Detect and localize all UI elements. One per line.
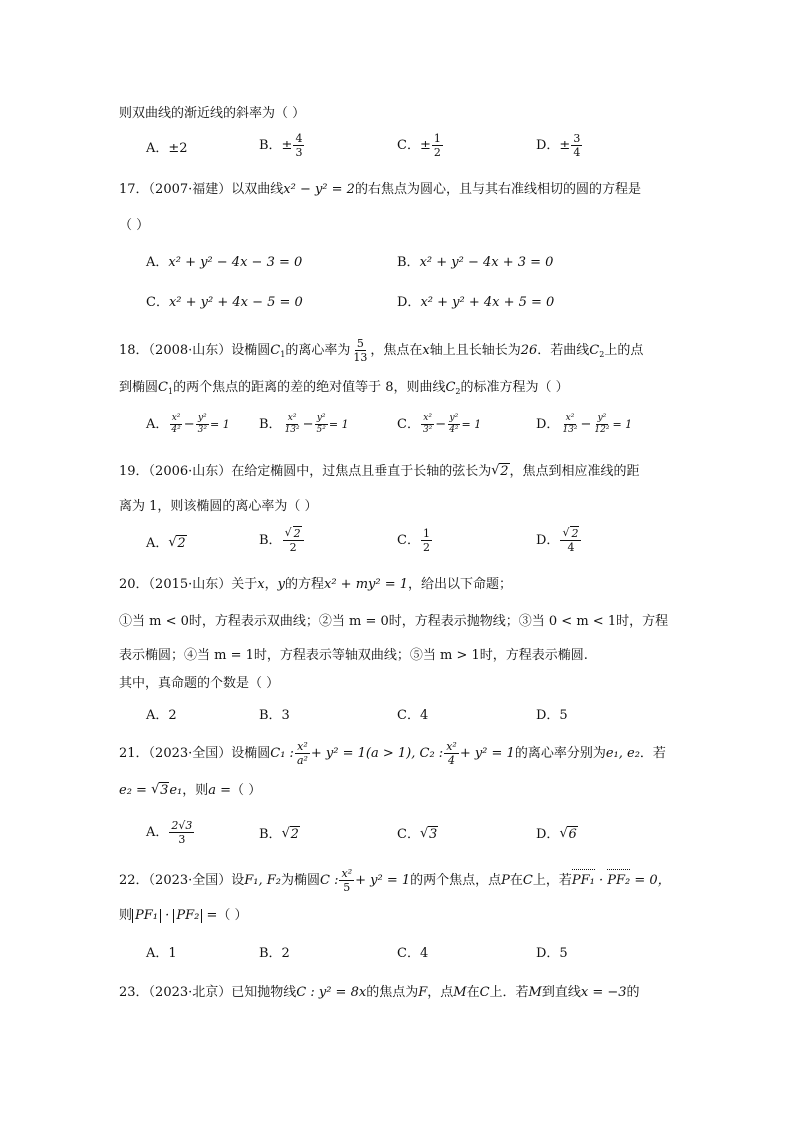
q16-option-a bbox=[146, 139, 188, 159]
frac-num: x² bbox=[341, 867, 353, 880]
q20-x: x bbox=[257, 577, 265, 592]
q23-end: 的 bbox=[626, 985, 640, 1000]
q18-option-d-label: D． bbox=[536, 417, 560, 432]
q17-option-b-label: B． bbox=[397, 255, 420, 270]
q22-option-a bbox=[146, 944, 177, 964]
q17-option-a-eq: x² + y² − 4x − 3 = 0 bbox=[168, 255, 303, 270]
q22-option-b bbox=[259, 944, 290, 964]
q21-e: e₁, e₂ bbox=[605, 746, 640, 761]
q21-option-d-label: D． bbox=[536, 827, 560, 842]
sqrt bbox=[151, 781, 169, 801]
frac-den: 5 bbox=[343, 881, 351, 894]
frac bbox=[560, 414, 579, 435]
q18-c1: C bbox=[270, 343, 281, 358]
q22-option-c-text: C．4 bbox=[397, 946, 429, 961]
frac bbox=[283, 528, 304, 553]
q18-x: x bbox=[422, 343, 430, 358]
frac-num: 4 bbox=[295, 132, 303, 145]
q20-option-d bbox=[536, 706, 568, 726]
radicand: 2 bbox=[571, 527, 579, 540]
sqrt bbox=[491, 462, 509, 482]
q17-option-c-label: C． bbox=[146, 295, 169, 310]
q17-stem bbox=[119, 180, 641, 200]
frac-num: x² bbox=[297, 740, 308, 753]
q20-lead: 20．（2015·山东）关于 bbox=[119, 577, 258, 592]
q20-stem-line2 bbox=[119, 612, 668, 632]
eq-rhs: = 1 bbox=[612, 418, 633, 431]
q22-option-c bbox=[397, 944, 428, 964]
q22-p: P bbox=[501, 873, 510, 888]
frac bbox=[339, 868, 354, 893]
frac-den: 2 bbox=[422, 541, 430, 554]
q23-stem-line1 bbox=[119, 983, 640, 1003]
frac-den: 13² bbox=[284, 425, 300, 435]
frac-num: y² bbox=[316, 413, 326, 423]
q23-line-eq: x = −3 bbox=[580, 985, 627, 1000]
frac-den: 5² bbox=[316, 425, 326, 435]
q19-option-a bbox=[146, 534, 187, 554]
frac-num: 1 bbox=[422, 527, 430, 540]
frac bbox=[169, 820, 194, 845]
q18-stem-line2: 到椭圆$C_1$的两个焦点的距离的差的绝对值等于 8，则曲线$C_2$的标准方程为（ ） bbox=[119, 380, 569, 396]
q20-y: y bbox=[277, 577, 285, 592]
radicand: 3 bbox=[428, 827, 438, 842]
frac-den: 3 bbox=[295, 146, 303, 159]
frac-den: 13² bbox=[562, 425, 578, 435]
q22-option-b-text: B．2 bbox=[259, 946, 290, 961]
q19-option-d-label: D． bbox=[536, 533, 560, 548]
q20-equation: x² + my² = 1 bbox=[324, 577, 409, 592]
q17-paren-text: （ ） bbox=[119, 218, 150, 233]
q17-option-a-label: A． bbox=[146, 255, 169, 270]
q22-abs-pf1: PF₁ bbox=[132, 909, 161, 923]
q22-mid2: + y² = 1 bbox=[355, 873, 411, 888]
frac-den: 13 bbox=[353, 351, 368, 364]
q20-option-a-text: A．2 bbox=[146, 708, 177, 723]
frac-den: 4 bbox=[567, 541, 575, 554]
q18-option-b-label: B． bbox=[259, 417, 282, 432]
frac-den: 3² bbox=[197, 425, 207, 435]
frac-den: 3² bbox=[422, 425, 433, 435]
q21-option-c bbox=[397, 825, 438, 845]
frac bbox=[421, 528, 432, 553]
frac-den: 4 bbox=[573, 146, 581, 159]
q20-line4: 其中，真命题的个数是（ ） bbox=[119, 676, 280, 691]
q17-option-c bbox=[146, 293, 303, 313]
q23-mid5: 到直线 bbox=[541, 985, 581, 1000]
q18-line2: 到椭圆 bbox=[119, 380, 159, 395]
q19-lead: 19．（2006·山东）在给定椭圆中，过焦点且垂直于长轴的弦长为 bbox=[119, 464, 492, 479]
q19-option-c-label: C． bbox=[397, 533, 420, 548]
radicand: 2 bbox=[290, 827, 299, 842]
q21-lead: 21．（2023·全国）设椭圆 bbox=[119, 746, 271, 761]
q17-option-b-eq: x² + y² − 4x + 3 = 0 bbox=[419, 255, 554, 270]
q18-mid2: ，焦点在 bbox=[370, 343, 423, 358]
q21-option-d bbox=[536, 825, 578, 845]
q20-line2: ①当 m < 0时，方程表示双曲线；②当 m = 0时，方程表示抛物线；③当 0 < m < 1时，方程 bbox=[119, 614, 669, 629]
q16-option-c bbox=[397, 133, 444, 158]
q22-abs-pf2: PF₂ bbox=[173, 909, 202, 923]
radicand: 2 bbox=[500, 464, 509, 479]
q22-rest3: 上，若 bbox=[532, 873, 572, 888]
q19-option-d bbox=[536, 528, 582, 553]
q18-stem-line1: 18．（2008·山东）设椭圆$C_1$的离心率为 $\frac{5}{13}$ ，焦点在x轴上且长轴长为26．若曲线$C_2$上的点 bbox=[119, 337, 644, 364]
q18-len: 26 bbox=[520, 343, 538, 358]
frac-den: a² bbox=[296, 754, 308, 767]
q23-f: F bbox=[418, 985, 428, 1000]
q18-mid3: 轴上且长轴长为 bbox=[429, 343, 521, 358]
q16-option-d-frac bbox=[571, 133, 582, 158]
q21-line2d: a bbox=[208, 783, 217, 798]
frac-num: y² bbox=[597, 413, 607, 423]
eq-rhs: = 1 bbox=[328, 418, 349, 431]
frac bbox=[315, 414, 328, 435]
q21-mid1: + y² = 1(a > 1), C₂ : bbox=[310, 746, 444, 761]
q22-lead: 22．（2023·全国）设 bbox=[119, 873, 245, 888]
q19-line2: 离为 1，则该椭圆的离心率为（ ） bbox=[119, 499, 318, 514]
frac bbox=[421, 414, 434, 435]
q21-stem-line2 bbox=[119, 781, 261, 801]
frac-num: x² bbox=[423, 413, 432, 423]
frac-den: 3 bbox=[178, 833, 186, 846]
q17-paren bbox=[119, 216, 149, 236]
q22-line2b: =（ ） bbox=[202, 908, 248, 923]
q19-stem-line1 bbox=[119, 462, 640, 482]
q22-abs-dot: · bbox=[161, 908, 174, 923]
q17-option-a bbox=[146, 253, 302, 273]
q23-c: C bbox=[479, 985, 490, 1000]
q20-comma: ， bbox=[264, 577, 278, 592]
q18-option-c-label: C． bbox=[397, 417, 420, 432]
sqrt bbox=[168, 534, 186, 554]
sqrt bbox=[420, 825, 438, 845]
q16-option-d bbox=[536, 133, 583, 158]
q19-option-c bbox=[397, 528, 433, 553]
q20-option-b-text: B．3 bbox=[259, 708, 290, 723]
q19-option-a-label: A． bbox=[146, 536, 169, 551]
frac-num: y² bbox=[197, 413, 207, 423]
q20-mid: 的方程 bbox=[284, 577, 324, 592]
q18-mid4: ．若曲线 bbox=[537, 343, 590, 358]
q23-mid3: 在 bbox=[466, 985, 480, 1000]
q17-option-d-eq: x² + y² + 4x + 5 = 0 bbox=[420, 295, 555, 310]
q18-mid5: 上的点 bbox=[604, 343, 644, 358]
sqrt bbox=[562, 528, 579, 539]
q21-line2b: e₁ bbox=[169, 783, 183, 798]
q20-stem-line1 bbox=[119, 575, 512, 595]
sqrt bbox=[282, 825, 300, 845]
q21-option-a bbox=[146, 820, 195, 845]
q18-mid1: 的离心率为 bbox=[285, 343, 351, 358]
radicand: 2 bbox=[293, 527, 301, 540]
q22-vector-pf1: PF₁ bbox=[572, 871, 595, 891]
q23-lead: 23．（2023·北京）已知抛物线 bbox=[119, 985, 297, 1000]
frac-num: x² bbox=[565, 413, 575, 423]
q19-stem-line2 bbox=[119, 497, 318, 517]
q21-option-b-label: B． bbox=[259, 827, 282, 842]
q21-c1: C₁ : bbox=[270, 746, 294, 761]
q18-option-b: B． $\frac{\text{x²}}{\text{13²}}$ − $\frac{\text{y²}}{\text{5²}}$ = 1 bbox=[259, 413, 349, 435]
q16-option-b-frac bbox=[293, 133, 304, 158]
q20-line3: 表示椭圆；④当 m = 1时，方程表示等轴双曲线；⑤当 m > 1时，方程表示椭圆. bbox=[119, 648, 588, 663]
q20-option-d-text: D．5 bbox=[536, 708, 568, 723]
q22-dot: · bbox=[594, 873, 608, 888]
q17-option-b bbox=[397, 253, 553, 273]
q20-option-a bbox=[146, 706, 177, 726]
q22-stem-line2 bbox=[119, 906, 248, 926]
frac-den: 4 bbox=[448, 754, 455, 767]
q22-option-d bbox=[536, 944, 568, 964]
q23-m: M bbox=[453, 985, 467, 1000]
frac-den: 2 bbox=[433, 146, 441, 159]
q22-mid1: 为椭圆 bbox=[281, 873, 321, 888]
q22-rest: 的两个焦点，点 bbox=[410, 873, 502, 888]
frac bbox=[592, 414, 611, 435]
q21-option-a-label: A． bbox=[146, 825, 169, 840]
frac bbox=[196, 414, 209, 435]
q18-line2b: 的两个焦点的距离的差的绝对值等于 8，则曲线 bbox=[173, 380, 446, 395]
q20-option-c-text: C．4 bbox=[397, 708, 429, 723]
sqrt bbox=[559, 825, 577, 845]
q21-line2a: e₂ = bbox=[119, 783, 152, 798]
q16-option-b bbox=[259, 133, 305, 158]
q22-line2a: 则 bbox=[119, 908, 133, 923]
frac-num: 5 bbox=[356, 337, 364, 350]
q18-line2c: 的标准方程为（ ） bbox=[460, 380, 569, 395]
radicand: 6 bbox=[568, 827, 577, 842]
q20-stem-line4 bbox=[119, 674, 279, 694]
q19-option-b-label: B． bbox=[259, 533, 282, 548]
q20-option-b bbox=[259, 706, 290, 726]
frac bbox=[169, 414, 182, 435]
q22-f: F₁, F₂ bbox=[244, 873, 281, 888]
eq-rhs: = 1 bbox=[461, 418, 482, 431]
q17-rest: 的右焦点为圆心，且与其右准线相切的圆的方程是 bbox=[354, 182, 641, 197]
frac-num: 3 bbox=[573, 132, 581, 145]
q22-c: C : bbox=[320, 873, 339, 888]
q20-option-c bbox=[397, 706, 428, 726]
q18-option-a-label: A． bbox=[146, 417, 169, 432]
q19-rest: ，焦点到相应准线的距 bbox=[509, 464, 640, 479]
q23-mid4: 上．若 bbox=[489, 985, 529, 1000]
q21-line2e: =（ ） bbox=[216, 783, 262, 798]
q23-mid2: ，点 bbox=[427, 985, 454, 1000]
q16-option-a-text: A．±2 bbox=[146, 141, 188, 156]
q18-eccentricity-frac bbox=[351, 338, 369, 363]
q23-m2: M bbox=[528, 985, 542, 1000]
frac-num: x² bbox=[287, 413, 297, 423]
frac-den: 2 bbox=[289, 541, 297, 554]
q17-option-d bbox=[397, 293, 554, 313]
q21-option-b bbox=[259, 825, 300, 845]
frac-den: 12² bbox=[594, 425, 610, 435]
q16-stem-text: 则双曲线的渐近线的斜率为（ ） bbox=[119, 106, 306, 121]
q21-rest2: ．若 bbox=[639, 746, 666, 761]
q21-option-c-label: C． bbox=[397, 827, 420, 842]
frac-num: 2√3 bbox=[171, 819, 193, 832]
q22-rest4: = 0， bbox=[630, 873, 671, 888]
q23-equation: C : y² = 8x bbox=[296, 985, 367, 1000]
q18-c2: C bbox=[589, 343, 600, 358]
q22-vector-pf2: PF₂ bbox=[607, 871, 630, 891]
q17-equation: x² − y² = 2 bbox=[283, 182, 355, 197]
q21-mid2: + y² = 1 bbox=[459, 746, 515, 761]
q16-option-d-label: D．± bbox=[536, 138, 571, 153]
q18-option-d: D． $\frac{\text{x²}}{\text{13²}}$ − $\frac{\text{y²}}{\text{12²}}$ = 1 bbox=[536, 413, 633, 435]
q18-option-c: C． $\frac{\text{x²}}{\text{3²}}$ − $\frac{\text{y²}}{\text{4²}}$ = 1 bbox=[397, 413, 482, 435]
q17-option-d-label: D． bbox=[397, 295, 421, 310]
radicand: 3 bbox=[160, 783, 169, 798]
frac bbox=[444, 741, 459, 766]
q17-option-c-eq: x² + y² + 4x − 5 = 0 bbox=[168, 295, 303, 310]
q16-stem bbox=[119, 104, 305, 124]
frac bbox=[283, 414, 302, 435]
q22-option-d-text: D．5 bbox=[536, 946, 568, 961]
radicand: 2 bbox=[177, 536, 186, 551]
q19-option-b bbox=[259, 528, 305, 553]
frac-num: 1 bbox=[433, 132, 441, 145]
q17-lead: 17．（2007·福建）以双曲线 bbox=[119, 182, 284, 197]
frac-num: x² bbox=[446, 740, 457, 753]
q22-rest2: 在 bbox=[509, 873, 523, 888]
q21-stem-line1 bbox=[119, 741, 666, 766]
q16-option-b-label: B．± bbox=[259, 138, 293, 153]
q22-stem-line1 bbox=[119, 868, 671, 893]
frac bbox=[560, 528, 581, 553]
q23-mid1: 的焦点为 bbox=[366, 985, 419, 1000]
frac-den: 4² bbox=[449, 425, 459, 435]
frac bbox=[295, 741, 310, 766]
q18-option-a: A． $\frac{\text{x²}}{\text{4²}}$ − $\frac{\text{y²}}{\text{3²}}$ = 1 bbox=[146, 413, 230, 435]
q16-option-c-label: C．± bbox=[397, 138, 431, 153]
q20-rest: ，给出以下命题； bbox=[408, 577, 513, 592]
frac-num: x² bbox=[171, 413, 181, 423]
frac-num: y² bbox=[449, 413, 459, 423]
frac-den: 4² bbox=[171, 425, 181, 435]
eq-rhs: = 1 bbox=[209, 418, 230, 431]
q22-option-a-text: A．1 bbox=[146, 946, 177, 961]
q22-c2: C bbox=[522, 873, 533, 888]
frac bbox=[447, 414, 460, 435]
q16-option-c-frac bbox=[432, 133, 443, 158]
sqrt bbox=[285, 528, 302, 539]
q21-line2c: ，则 bbox=[182, 783, 209, 798]
q21-rest: 的离心率分别为 bbox=[514, 746, 606, 761]
q20-stem-line3 bbox=[119, 646, 588, 666]
q18-lead: 18．（2008·山东）设椭圆 bbox=[119, 343, 271, 358]
